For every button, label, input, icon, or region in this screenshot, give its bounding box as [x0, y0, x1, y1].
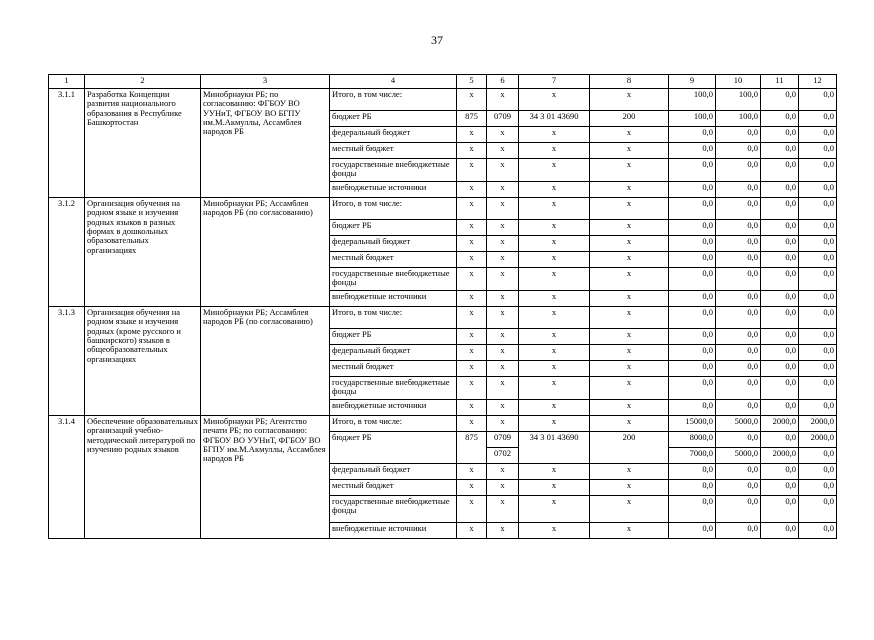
- table-cell: x: [590, 182, 669, 198]
- table-cell: 0,0: [716, 400, 761, 416]
- table-cell: 34 3 01 43690: [519, 432, 590, 464]
- table-cell: 0,0: [669, 480, 716, 496]
- table-cell: x: [487, 361, 519, 377]
- table-cell: 0,0: [761, 361, 799, 377]
- table-cell: 0,0: [669, 127, 716, 143]
- table-cell: x: [487, 523, 519, 539]
- funding-source: бюджет РБ: [330, 111, 457, 127]
- table-cell: x: [487, 377, 519, 400]
- header-cell: 4: [330, 75, 457, 89]
- table-cell: x: [457, 268, 487, 291]
- funding-source: федеральный бюджет: [330, 236, 457, 252]
- table-cell: 200: [590, 111, 669, 127]
- table-cell: 15000,0: [669, 416, 716, 432]
- table-cell: 0,0: [669, 361, 716, 377]
- table-cell: x: [590, 329, 669, 345]
- table-cell: 0,0: [761, 480, 799, 496]
- header-cell: 3: [201, 75, 330, 89]
- table-cell: 0,0: [799, 523, 837, 539]
- table-cell: x: [487, 345, 519, 361]
- table-cell: 0,0: [669, 236, 716, 252]
- table-cell: x: [590, 159, 669, 182]
- table-cell: 0,0: [761, 400, 799, 416]
- table-cell: x: [590, 480, 669, 496]
- table-cell: x: [487, 159, 519, 182]
- table-cell: 0,0: [761, 345, 799, 361]
- table-cell: 0,0: [669, 220, 716, 236]
- table-cell: x: [457, 198, 487, 220]
- funding-source: бюджет РБ: [330, 220, 457, 236]
- table-cell: x: [519, 307, 590, 329]
- table-cell: 0,0: [761, 236, 799, 252]
- table-cell: 0,0: [799, 111, 837, 127]
- table-cell: 0,0: [761, 523, 799, 539]
- item-number: 3.1.4: [49, 416, 85, 539]
- table-cell: x: [519, 361, 590, 377]
- table-cell: x: [487, 268, 519, 291]
- table-cell: 0,0: [669, 198, 716, 220]
- page-number: 37: [431, 33, 443, 47]
- item-number: 3.1.2: [49, 198, 85, 307]
- table-cell: 0,0: [761, 377, 799, 400]
- table-cell: x: [487, 329, 519, 345]
- header-cell: 1: [49, 75, 85, 89]
- table-cell: 0,0: [669, 345, 716, 361]
- table-cell: x: [487, 252, 519, 268]
- item-executor: Минобрнауки РБ; Ассамблея народов РБ (по согласованию): [201, 198, 330, 307]
- table-cell: 875: [457, 111, 487, 127]
- header-cell: 10: [716, 75, 761, 89]
- table-cell: 0709: [487, 111, 519, 127]
- table-cell: 0,0: [669, 400, 716, 416]
- table-cell: 0,0: [799, 464, 837, 480]
- table-cell: x: [519, 159, 590, 182]
- funding-source: государственные внебюджетные фонды: [330, 159, 457, 182]
- header-cell: 2: [85, 75, 201, 89]
- table-cell: 0,0: [761, 89, 799, 111]
- table-cell: x: [487, 496, 519, 523]
- table-cell: x: [519, 127, 590, 143]
- table-cell: 0709: [487, 432, 519, 448]
- table-cell: 0,0: [799, 127, 837, 143]
- table-cell: x: [590, 361, 669, 377]
- table-cell: x: [519, 377, 590, 400]
- table-cell: 0,0: [716, 182, 761, 198]
- table-cell: x: [519, 400, 590, 416]
- table-cell: 0,0: [799, 182, 837, 198]
- table-cell: 100,0: [669, 111, 716, 127]
- table-cell: x: [487, 291, 519, 307]
- table-row: [49, 198, 837, 220]
- table-cell: 0,0: [799, 448, 837, 464]
- item-executor: Минобрнауки РБ; по согласованию: ФГБОУ ВО УУНиТ, ФГБОУ ВО БГПУ им.М.Акмуллы, Ассамблея народов РБ: [201, 89, 330, 198]
- table-cell: x: [519, 291, 590, 307]
- table-cell: 0,0: [799, 496, 837, 523]
- table-cell: 0,0: [799, 143, 837, 159]
- table-cell: 0,0: [669, 159, 716, 182]
- table-cell: x: [457, 143, 487, 159]
- item-name: Организация обучения на родном языке и изучения родных (кроме русского и башкирского) языков в общеобразовательных организациях: [85, 307, 201, 416]
- table-cell: 0,0: [799, 307, 837, 329]
- table-cell: x: [457, 361, 487, 377]
- table-cell: x: [487, 89, 519, 111]
- table-cell: x: [487, 464, 519, 480]
- table-cell: x: [487, 198, 519, 220]
- table-cell: x: [457, 464, 487, 480]
- table-cell: 2000,0: [761, 448, 799, 464]
- table-cell: 0,0: [669, 182, 716, 198]
- table-cell: 0,0: [716, 496, 761, 523]
- table-cell: 0,0: [799, 220, 837, 236]
- table-cell: 200: [590, 432, 669, 464]
- table-cell: 0,0: [716, 432, 761, 448]
- table-cell: x: [590, 127, 669, 143]
- table-cell: 0,0: [799, 159, 837, 182]
- table-cell: x: [590, 268, 669, 291]
- table-cell: 875: [457, 432, 487, 464]
- table-cell: x: [457, 480, 487, 496]
- table-cell: 0,0: [716, 291, 761, 307]
- table-cell: 0,0: [799, 377, 837, 400]
- table-cell: x: [519, 416, 590, 432]
- table-cell: 0,0: [761, 143, 799, 159]
- table-cell: 0,0: [799, 480, 837, 496]
- table-cell: 0,0: [716, 523, 761, 539]
- funding-source: Итого, в том числе:: [330, 307, 457, 329]
- table-cell: x: [590, 220, 669, 236]
- table-cell: 0,0: [799, 329, 837, 345]
- funding-source: государственные внебюджетные фонды: [330, 496, 457, 523]
- table-cell: x: [457, 416, 487, 432]
- table-cell: 2000,0: [761, 416, 799, 432]
- header-cell: 9: [669, 75, 716, 89]
- table-cell: 34 3 01 43690: [519, 111, 590, 127]
- table-cell: x: [519, 345, 590, 361]
- table-cell: x: [457, 400, 487, 416]
- table-cell: 0,0: [669, 143, 716, 159]
- table-cell: x: [519, 182, 590, 198]
- funding-source: федеральный бюджет: [330, 345, 457, 361]
- table-cell: 0,0: [761, 268, 799, 291]
- table-cell: 2000,0: [799, 416, 837, 432]
- table-cell: x: [519, 523, 590, 539]
- table-cell: x: [457, 377, 487, 400]
- table-cell: x: [457, 159, 487, 182]
- table-cell: x: [487, 400, 519, 416]
- table-cell: x: [487, 127, 519, 143]
- header-cell: 6: [487, 75, 519, 89]
- table-cell: x: [519, 329, 590, 345]
- table-cell: 0,0: [716, 143, 761, 159]
- header-cell: 8: [590, 75, 669, 89]
- table-cell: 100,0: [716, 89, 761, 111]
- table-cell: x: [590, 89, 669, 111]
- table-cell: x: [590, 523, 669, 539]
- table-cell: x: [590, 252, 669, 268]
- funding-source: местный бюджет: [330, 252, 457, 268]
- table-cell: x: [590, 236, 669, 252]
- table-cell: x: [519, 220, 590, 236]
- funding-source: федеральный бюджет: [330, 464, 457, 480]
- table-cell: 0,0: [761, 252, 799, 268]
- table-cell: 0,0: [799, 291, 837, 307]
- table-cell: 0,0: [716, 159, 761, 182]
- table-cell: x: [519, 143, 590, 159]
- table-cell: 0,0: [799, 345, 837, 361]
- table-cell: x: [487, 480, 519, 496]
- table-cell: 8000,0: [669, 432, 716, 448]
- table-cell: 0,0: [716, 307, 761, 329]
- table-cell: x: [457, 252, 487, 268]
- header-cell: 12: [799, 75, 837, 89]
- table-cell: 0,0: [669, 291, 716, 307]
- item-executor: Минобрнауки РБ; Агентство печати РБ; по согласованию: ФГБОУ ВО УУНиТ, ФГБОУ ВО БГПУ им.М.Акмуллы, Ассамблея народов РБ: [201, 416, 330, 539]
- table-cell: x: [590, 198, 669, 220]
- table-cell: x: [457, 236, 487, 252]
- table-cell: x: [519, 252, 590, 268]
- table-cell: 0,0: [716, 198, 761, 220]
- table-cell: 0,0: [669, 307, 716, 329]
- table-cell: 0,0: [716, 345, 761, 361]
- table-row: [49, 89, 837, 111]
- item-number: 3.1.3: [49, 307, 85, 416]
- table-cell: x: [590, 291, 669, 307]
- table-cell: 5000,0: [716, 416, 761, 432]
- table-cell: x: [590, 416, 669, 432]
- table-cell: x: [457, 345, 487, 361]
- table-cell: x: [590, 496, 669, 523]
- table-cell: x: [487, 182, 519, 198]
- table-cell: x: [457, 496, 487, 523]
- table-cell: 0,0: [799, 198, 837, 220]
- funding-source: внебюджетные источники: [330, 400, 457, 416]
- table-cell: 0,0: [716, 268, 761, 291]
- table-cell: 0,0: [799, 400, 837, 416]
- funding-source: государственные внебюджетные фонды: [330, 268, 457, 291]
- table-cell: x: [590, 307, 669, 329]
- table-cell: 0,0: [799, 268, 837, 291]
- table-cell: 0,0: [716, 329, 761, 345]
- table-cell: x: [519, 464, 590, 480]
- table-cell: 0,0: [716, 127, 761, 143]
- table-cell: 0,0: [669, 268, 716, 291]
- item-number: 3.1.1: [49, 89, 85, 198]
- table-cell: 0,0: [716, 252, 761, 268]
- table-cell: 0,0: [716, 480, 761, 496]
- item-name: Разработка Концепции развития национального образования в Республике Башкортостан: [85, 89, 201, 198]
- table-cell: x: [519, 480, 590, 496]
- funding-source: федеральный бюджет: [330, 127, 457, 143]
- table-cell: x: [457, 220, 487, 236]
- table-cell: x: [457, 329, 487, 345]
- funding-source: внебюджетные источники: [330, 182, 457, 198]
- table-cell: 0,0: [716, 464, 761, 480]
- table-cell: 0,0: [761, 496, 799, 523]
- funding-source: Итого, в том числе:: [330, 416, 457, 432]
- table-cell: x: [487, 143, 519, 159]
- table-cell: 0,0: [669, 329, 716, 345]
- table-cell: x: [519, 198, 590, 220]
- table-cell: x: [590, 400, 669, 416]
- item-name: Организация обучения на родном языке и изучения родных языков в разных формах в дошкольных образовательных организациях: [85, 198, 201, 307]
- funding-source: местный бюджет: [330, 361, 457, 377]
- funding-source: Итого, в том числе:: [330, 89, 457, 111]
- header-cell: 7: [519, 75, 590, 89]
- table-cell: 0702: [487, 448, 519, 464]
- funding-source: государственные внебюджетные фонды: [330, 377, 457, 400]
- table-cell: 0,0: [799, 361, 837, 377]
- item-executor: Минобрнауки РБ; Ассамблея народов РБ (по согласованию): [201, 307, 330, 416]
- funding-source: внебюджетные источники: [330, 523, 457, 539]
- table-cell: 7000,0: [669, 448, 716, 464]
- table-cell: 0,0: [761, 291, 799, 307]
- table-cell: 0,0: [761, 159, 799, 182]
- program-table: [48, 74, 837, 539]
- table-cell: 100,0: [716, 111, 761, 127]
- table-cell: x: [519, 236, 590, 252]
- table-cell: 0,0: [669, 252, 716, 268]
- table-cell: x: [487, 220, 519, 236]
- table-cell: x: [590, 143, 669, 159]
- funding-source: Итого, в том числе:: [330, 198, 457, 220]
- table-cell: x: [487, 307, 519, 329]
- table-cell: x: [590, 345, 669, 361]
- table-cell: 0,0: [669, 496, 716, 523]
- table-cell: 0,0: [761, 307, 799, 329]
- table-cell: x: [457, 182, 487, 198]
- item-name: Обеспечение образовательных организаций учебно-методической литературой по изучению родных языков: [85, 416, 201, 539]
- table-cell: 0,0: [716, 236, 761, 252]
- table-cell: 0,0: [761, 329, 799, 345]
- table-cell: 0,0: [669, 523, 716, 539]
- table-row: [49, 416, 837, 432]
- table-cell: 0,0: [761, 220, 799, 236]
- table-row: [49, 307, 837, 329]
- table-cell: 0,0: [669, 377, 716, 400]
- header-cell: 11: [761, 75, 799, 89]
- table-cell: x: [487, 416, 519, 432]
- table-cell: x: [457, 291, 487, 307]
- table-cell: x: [590, 377, 669, 400]
- table-cell: x: [590, 464, 669, 480]
- table-cell: 0,0: [716, 361, 761, 377]
- table-cell: 0,0: [761, 464, 799, 480]
- funding-source: внебюджетные источники: [330, 291, 457, 307]
- funding-source: бюджет РБ: [330, 432, 457, 464]
- table-cell: x: [457, 127, 487, 143]
- funding-source: местный бюджет: [330, 143, 457, 159]
- table-cell: 0,0: [799, 236, 837, 252]
- table-cell: 5000,0: [716, 448, 761, 464]
- table-cell: 0,0: [761, 111, 799, 127]
- header-row: [49, 75, 837, 89]
- table-cell: 0,0: [799, 89, 837, 111]
- table-cell: x: [519, 89, 590, 111]
- table-cell: 0,0: [761, 182, 799, 198]
- header-cell: 5: [457, 75, 487, 89]
- table-cell: 0,0: [669, 464, 716, 480]
- table-cell: x: [487, 236, 519, 252]
- table-cell: 0,0: [761, 198, 799, 220]
- table-cell: 0,0: [761, 432, 799, 448]
- table-cell: 100,0: [669, 89, 716, 111]
- table-cell: 0,0: [716, 377, 761, 400]
- table-cell: x: [457, 89, 487, 111]
- table-cell: 2000,0: [799, 432, 837, 448]
- funding-source: бюджет РБ: [330, 329, 457, 345]
- table-cell: 0,0: [761, 127, 799, 143]
- table-cell: 0,0: [716, 220, 761, 236]
- table-cell: x: [519, 268, 590, 291]
- funding-source: местный бюджет: [330, 480, 457, 496]
- table-cell: 0,0: [799, 252, 837, 268]
- table-cell: x: [519, 496, 590, 523]
- table-cell: x: [457, 523, 487, 539]
- table-cell: x: [457, 307, 487, 329]
